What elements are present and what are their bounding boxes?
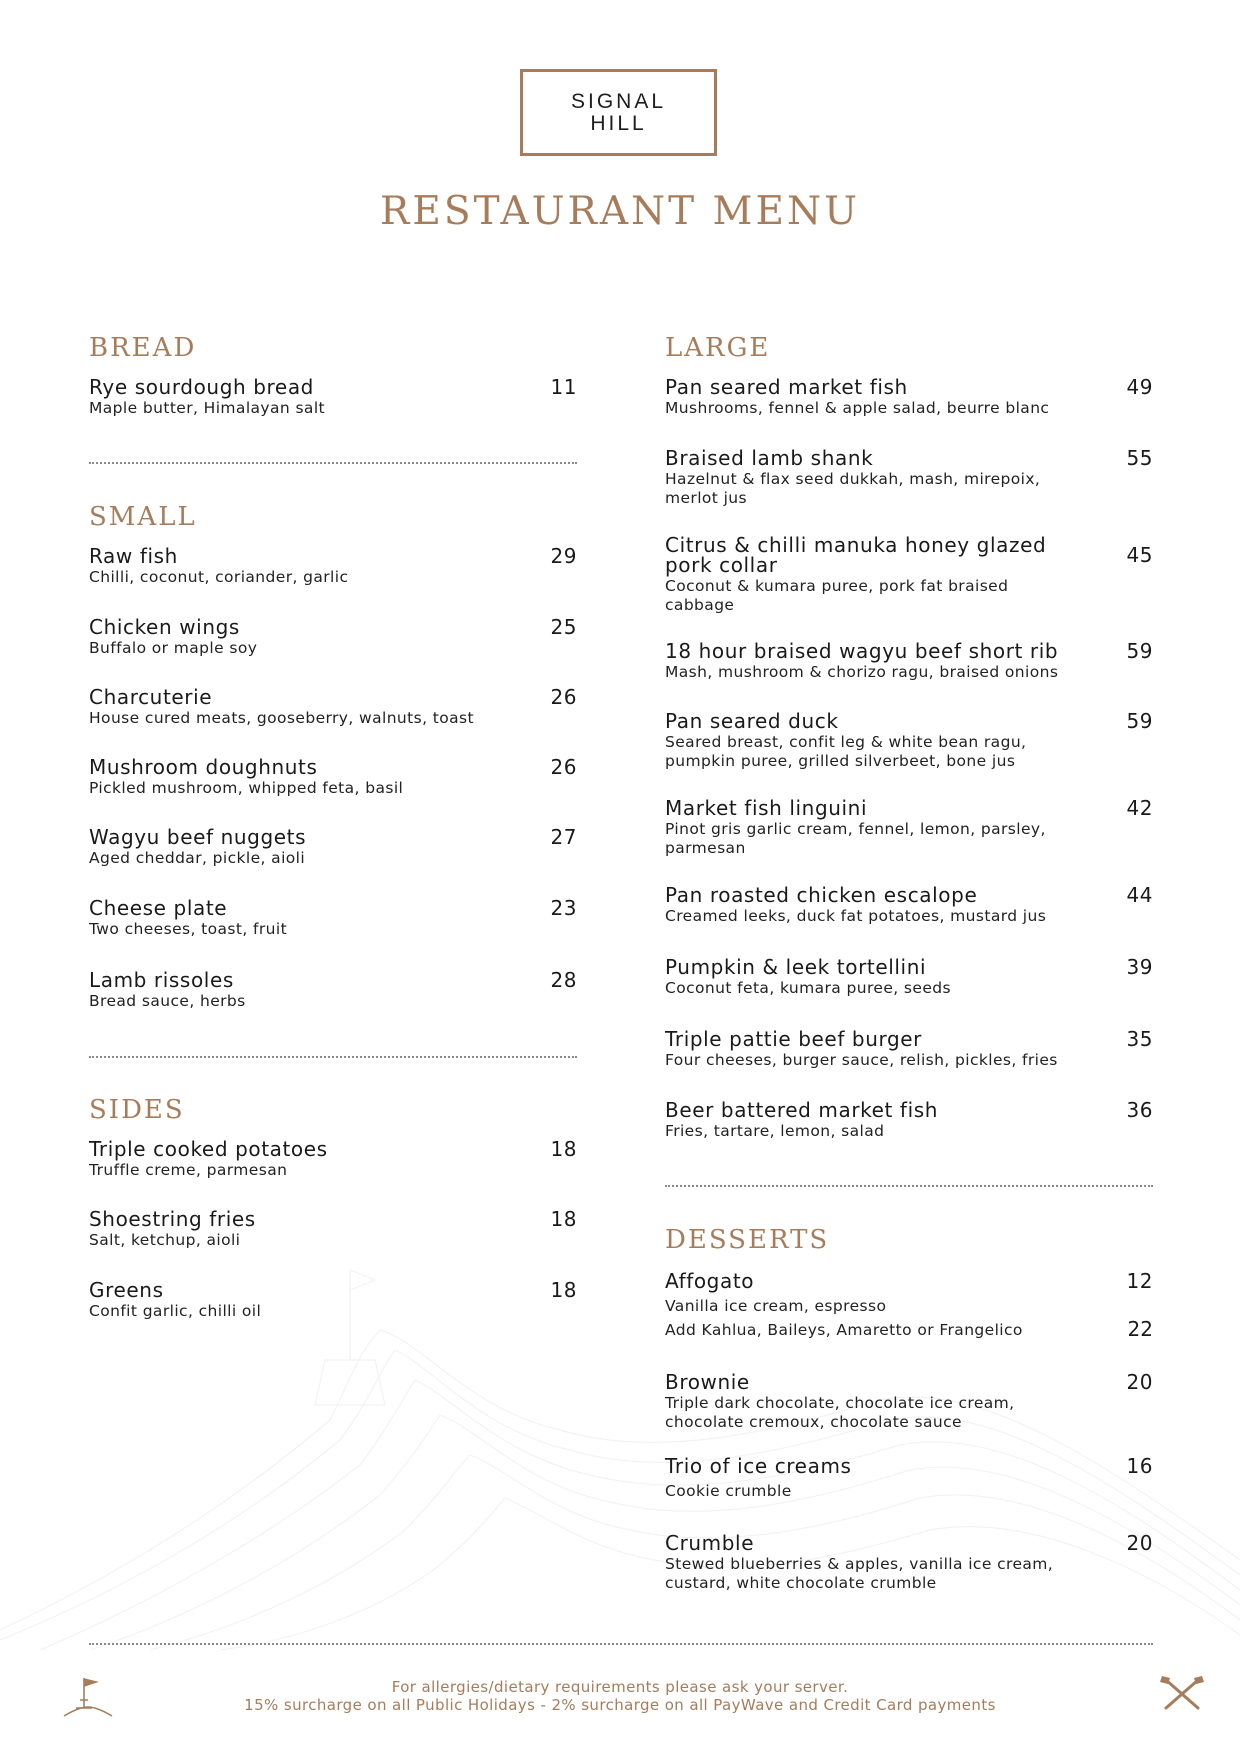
item-description: Truffle creme, parmesan <box>89 1161 288 1179</box>
menu-item <box>89 546 577 587</box>
item-description: Vanilla ice cream, espresso <box>665 1297 887 1315</box>
menu-item <box>665 957 1153 998</box>
item-name: Affogato <box>665 1269 755 1293</box>
menu-item <box>89 617 577 658</box>
item-price: 18 <box>550 1278 577 1302</box>
menu-item <box>89 377 577 418</box>
menu-item <box>665 1533 1153 1593</box>
page-title: RESTAURANT MENU <box>380 189 860 234</box>
item-price: 11 <box>550 375 577 399</box>
item-price: 28 <box>550 968 577 992</box>
item-description: Seared breast, confit leg & white bean ragu, pumpkin puree, grilled silverbeet, bone jus <box>665 733 1027 770</box>
item-name: Chicken wings <box>89 615 240 639</box>
item-name: Citrus & chilli manuka honey glazed pork collar <box>665 533 1047 577</box>
item-price: 20 <box>1126 1370 1153 1394</box>
item-description: Four cheeses, burger sauce, relish, pickles, fries <box>665 1051 1058 1069</box>
item-name: Braised lamb shank <box>665 446 874 470</box>
item-name: Beer battered market fish <box>665 1098 939 1122</box>
item-description: Salt, ketchup, aioli <box>89 1231 241 1249</box>
menu-item <box>665 377 1153 418</box>
item-name: Trio of ice creams <box>665 1454 852 1478</box>
menu-item <box>665 641 1153 682</box>
brand-line-2: HILL <box>590 111 647 135</box>
item-price: 49 <box>1126 375 1153 399</box>
item-description: Hazelnut & flax seed dukkah, mash, mirepoix, merlot jus <box>665 470 1041 507</box>
item-name: Cheese plate <box>89 896 228 920</box>
item-price: 36 <box>1126 1098 1153 1122</box>
item-price: 26 <box>550 685 577 709</box>
section-title-bread: BREAD <box>89 333 197 363</box>
divider <box>665 1185 1153 1187</box>
item-name: Charcuterie <box>89 685 213 709</box>
item-price: 59 <box>1126 639 1153 663</box>
menu-item <box>665 1100 1153 1141</box>
item-description: Maple butter, Himalayan salt <box>89 399 326 417</box>
item-name: Shoestring fries <box>89 1207 256 1231</box>
item-price: 20 <box>1126 1531 1153 1555</box>
item-price: 59 <box>1126 709 1153 733</box>
item-name: Greens <box>89 1278 164 1302</box>
item-name: Triple pattie beef burger <box>665 1027 922 1051</box>
menu-item <box>665 1029 1153 1070</box>
item-price: 29 <box>550 544 577 568</box>
item-description: Triple dark chocolate, chocolate ice cream, chocolate cremoux, chocolate sauce <box>665 1394 1015 1431</box>
item-name: Rye sourdough bread <box>89 375 314 399</box>
menu-item <box>89 1280 577 1321</box>
menu-item <box>89 970 577 1011</box>
menu-item <box>665 1271 1153 1316</box>
section-title-large: LARGE <box>665 333 771 363</box>
divider <box>89 1056 577 1058</box>
brand-line-1: SIGNAL <box>570 89 667 113</box>
item-description: Cookie crumble <box>665 1482 792 1500</box>
item-description: Two cheeses, toast, fruit <box>89 920 288 938</box>
item-price: 16 <box>1126 1454 1153 1478</box>
item-name: 18 hour braised wagyu beef short rib <box>665 639 1059 663</box>
item-price: 23 <box>550 896 577 920</box>
item-name: Market fish linguini <box>665 796 868 820</box>
item-price: 39 <box>1126 955 1153 979</box>
item-price: 55 <box>1126 446 1153 470</box>
item-description: Creamed leeks, duck fat potatoes, mustard jus <box>665 907 1047 925</box>
menu-item <box>89 827 577 868</box>
menu-item <box>89 1209 577 1250</box>
section-title-sides: SIDES <box>89 1095 185 1125</box>
item-description: Bread sauce, herbs <box>89 992 246 1010</box>
item-price: 25 <box>550 615 577 639</box>
item-description: Coconut feta, kumara puree, seeds <box>665 979 951 997</box>
flag-hill-icon <box>62 1674 114 1718</box>
item-description: Chilli, coconut, coriander, garlic <box>89 568 349 586</box>
item-description: Buffalo or maple soy <box>89 639 258 657</box>
item-price: 26 <box>550 755 577 779</box>
addon-price: 22 <box>1127 1317 1153 1341</box>
item-description: Pickled mushroom, whipped feta, basil <box>89 779 404 797</box>
item-description: Mash, mushroom & chorizo ragu, braised onions <box>665 663 1059 681</box>
item-description: Pinot gris garlic cream, fennel, lemon, parsley, parmesan <box>665 820 1046 857</box>
item-price: 27 <box>550 825 577 849</box>
item-name: Pan roasted chicken escalope <box>665 883 978 907</box>
section-title-desserts: DESSERTS <box>665 1225 830 1255</box>
item-description: Coconut & kumara puree, pork fat braised cabbage <box>665 577 1009 614</box>
item-name: Pan seared market fish <box>665 375 908 399</box>
menu-item <box>89 898 577 939</box>
menu-item <box>89 757 577 798</box>
divider <box>89 462 577 464</box>
item-name: Pumpkin & leek tortellini <box>665 955 927 979</box>
menu-item <box>665 1456 1153 1501</box>
item-price: 18 <box>550 1137 577 1161</box>
menu-item <box>665 711 1153 771</box>
footer-divider <box>89 1643 1153 1645</box>
item-description: Fries, tartare, lemon, salad <box>665 1122 885 1140</box>
item-name: Lamb rissoles <box>89 968 234 992</box>
item-description: Mushrooms, fennel & apple salad, beurre blanc <box>665 399 1050 417</box>
menu-item <box>665 798 1153 858</box>
section-title-small: SMALL <box>89 502 197 532</box>
addon-row <box>665 1317 1153 1341</box>
item-name: Brownie <box>665 1370 750 1394</box>
item-description: House cured meats, gooseberry, walnuts, toast <box>89 709 474 727</box>
item-name: Mushroom doughnuts <box>89 755 318 779</box>
crossed-oars-icon <box>1160 1676 1204 1712</box>
item-price: 35 <box>1126 1027 1153 1051</box>
item-name: Wagyu beef nuggets <box>89 825 307 849</box>
menu-item <box>665 885 1153 926</box>
menu-item <box>665 535 1153 615</box>
footer-allergy-note: For allergies/dietary requirements please ask your server. <box>391 1678 849 1696</box>
menu-item <box>89 1139 577 1180</box>
menu-item <box>665 448 1153 508</box>
addon-description: Add Kahlua, Baileys, Amaretto or Frangelico <box>665 1321 1023 1339</box>
menu-item <box>89 687 577 728</box>
item-price: 12 <box>1126 1269 1153 1293</box>
menu-item <box>665 1372 1153 1432</box>
item-description: Stewed blueberries & apples, vanilla ice cream, custard, white chocolate crumble <box>665 1555 1054 1592</box>
item-name: Crumble <box>665 1531 755 1555</box>
item-name: Raw fish <box>89 544 178 568</box>
item-name: Pan seared duck <box>665 709 839 733</box>
footer-surcharge-note: 15% surcharge on all Public Holidays - 2% surcharge on all PayWave and Credit Card payments <box>244 1696 996 1714</box>
item-description: Confit garlic, chilli oil <box>89 1302 262 1320</box>
item-price: 42 <box>1126 796 1153 820</box>
item-price: 45 <box>1126 543 1153 567</box>
item-name: Triple cooked potatoes <box>89 1137 328 1161</box>
item-description: Aged cheddar, pickle, aioli <box>89 849 306 867</box>
item-price: 18 <box>550 1207 577 1231</box>
brand-logo <box>520 69 717 156</box>
item-price: 44 <box>1126 883 1153 907</box>
